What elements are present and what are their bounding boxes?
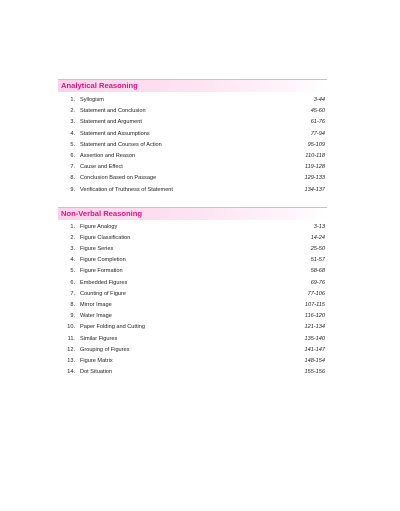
toc-item-pages: 14-24	[310, 234, 325, 241]
toc-item-pages: 155-156	[304, 369, 325, 376]
table-of-contents	[58, 79, 327, 378]
toc-item-number: 1.	[70, 223, 75, 230]
toc-item-title: Figure Matrix	[80, 357, 113, 364]
toc-item[interactable]	[58, 244, 327, 255]
toc-item[interactable]	[58, 289, 327, 300]
toc-item-number: 8.	[70, 302, 75, 308]
toc-item-pages: 45-60	[310, 108, 325, 115]
toc-item-pages: 148-154	[304, 357, 325, 364]
toc-item-pages: 116-120	[304, 313, 325, 320]
toc-item-title: Statement and Courses of Action	[80, 141, 162, 148]
toc-item[interactable]	[58, 129, 327, 140]
toc-item-number: 1.	[70, 97, 75, 103]
toc-item-number: 2.	[70, 108, 75, 115]
toc-item-pages: 129-133	[304, 175, 325, 182]
toc-item[interactable]	[58, 95, 327, 106]
toc-item-title: Water Image	[80, 313, 112, 320]
toc-item[interactable]	[58, 117, 327, 128]
toc-item-title: Verification of Truthness of Statement	[80, 186, 173, 193]
toc-item-title: Statement and Conclusion	[80, 108, 146, 115]
toc-item-pages: 25-50	[310, 246, 325, 253]
toc-list-non-verbal-reasoning	[58, 222, 327, 379]
toc-item[interactable]	[58, 151, 327, 162]
toc-item[interactable]	[58, 106, 327, 117]
toc-item-pages: 121-134	[304, 324, 325, 331]
toc-item-title: Dot Situation	[80, 369, 113, 376]
toc-item-title: Syllogism	[80, 97, 104, 103]
toc-item-number: 4.	[70, 257, 75, 264]
section-heading-analytical-reasoning: Analytical Reasoning	[58, 79, 327, 92]
toc-item[interactable]	[58, 345, 327, 356]
toc-item-pages: 69-76	[310, 279, 325, 286]
toc-item[interactable]	[58, 278, 327, 289]
toc-item-pages: 119-128	[304, 164, 325, 171]
toc-item-title: Figure Series	[80, 246, 114, 253]
toc-item-pages: 135-140	[304, 335, 325, 342]
toc-item-title: Paper Folding and Cutting	[80, 324, 145, 331]
toc-item-pages: 3-13	[313, 223, 325, 230]
toc-item[interactable]	[58, 367, 327, 378]
toc-item-pages: 134-137	[304, 186, 325, 193]
toc-item-title: Statement and Assumptions	[80, 130, 150, 137]
toc-item[interactable]	[58, 311, 327, 322]
toc-item-title: Assertion and Reason	[80, 152, 136, 159]
toc-item-number: 3.	[70, 119, 75, 126]
toc-item-title: Figure Formation	[80, 268, 123, 275]
toc-item-title: Figure Classification	[80, 234, 131, 241]
toc-item-title: Counting of Figure	[80, 290, 127, 297]
toc-item-number: 9.	[70, 186, 75, 193]
toc-item-title: Conclusion Based on Passage	[80, 175, 157, 182]
toc-item[interactable]	[58, 322, 327, 333]
toc-item[interactable]	[58, 266, 327, 277]
toc-item-number: 9.	[70, 313, 75, 320]
toc-item-number: 8.	[70, 175, 75, 182]
toc-item-title: Mirror Image	[80, 302, 112, 308]
toc-item-title: Embedded Figures	[80, 279, 128, 286]
toc-item-pages: 110-118	[305, 152, 325, 159]
toc-item-pages: 141-147	[304, 346, 325, 353]
toc-item[interactable]	[58, 356, 327, 367]
toc-item-pages: 107-115	[304, 302, 325, 308]
toc-item[interactable]	[58, 162, 327, 173]
toc-item[interactable]	[58, 185, 327, 196]
toc-item-pages: 51-57	[310, 257, 325, 264]
toc-item[interactable]	[58, 255, 327, 266]
toc-item-number: 3.	[70, 246, 75, 253]
toc-item-pages: 61-76	[310, 119, 325, 126]
toc-item-number: 10.	[67, 324, 75, 331]
toc-item-number: 11.	[67, 335, 75, 342]
toc-item[interactable]	[58, 233, 327, 244]
toc-item-number: 6.	[70, 152, 75, 159]
toc-item-title: Cause and Effect	[80, 164, 123, 171]
toc-item-title: Figure Completion	[80, 257, 126, 264]
toc-item[interactable]	[58, 140, 327, 151]
toc-item-number: 7.	[70, 164, 75, 171]
toc-item-pages: 77-94	[310, 130, 325, 137]
toc-item[interactable]	[58, 300, 327, 311]
toc-item-pages: 77-106	[307, 290, 325, 297]
toc-item-number: 5.	[70, 141, 75, 148]
toc-item-title: Similar Figures	[80, 335, 118, 342]
toc-item-number: 4.	[70, 130, 75, 137]
toc-item[interactable]	[58, 334, 327, 345]
toc-item-title: Grouping of Figures	[80, 346, 130, 353]
toc-item-pages: 58-68	[310, 268, 325, 275]
toc-item[interactable]	[58, 173, 327, 184]
section-heading-non-verbal-reasoning: Non-Verbal Reasoning	[58, 207, 327, 220]
toc-item-pages: 3-44	[313, 97, 325, 103]
toc-item-number: 14.	[67, 369, 75, 376]
toc-item-title: Figure Analogy	[80, 223, 118, 230]
toc-item-number: 13.	[67, 357, 75, 364]
toc-item-title: Statement and Argument	[80, 119, 142, 126]
toc-item-number: 7.	[70, 290, 75, 297]
toc-item-number: 5.	[70, 268, 75, 275]
toc-item[interactable]	[58, 222, 327, 233]
toc-item-number: 2.	[70, 234, 75, 241]
toc-list-analytical-reasoning	[58, 95, 327, 196]
toc-item-number: 12.	[67, 346, 75, 353]
toc-item-number: 6.	[70, 279, 75, 286]
toc-item-pages: 95-109	[307, 141, 325, 148]
